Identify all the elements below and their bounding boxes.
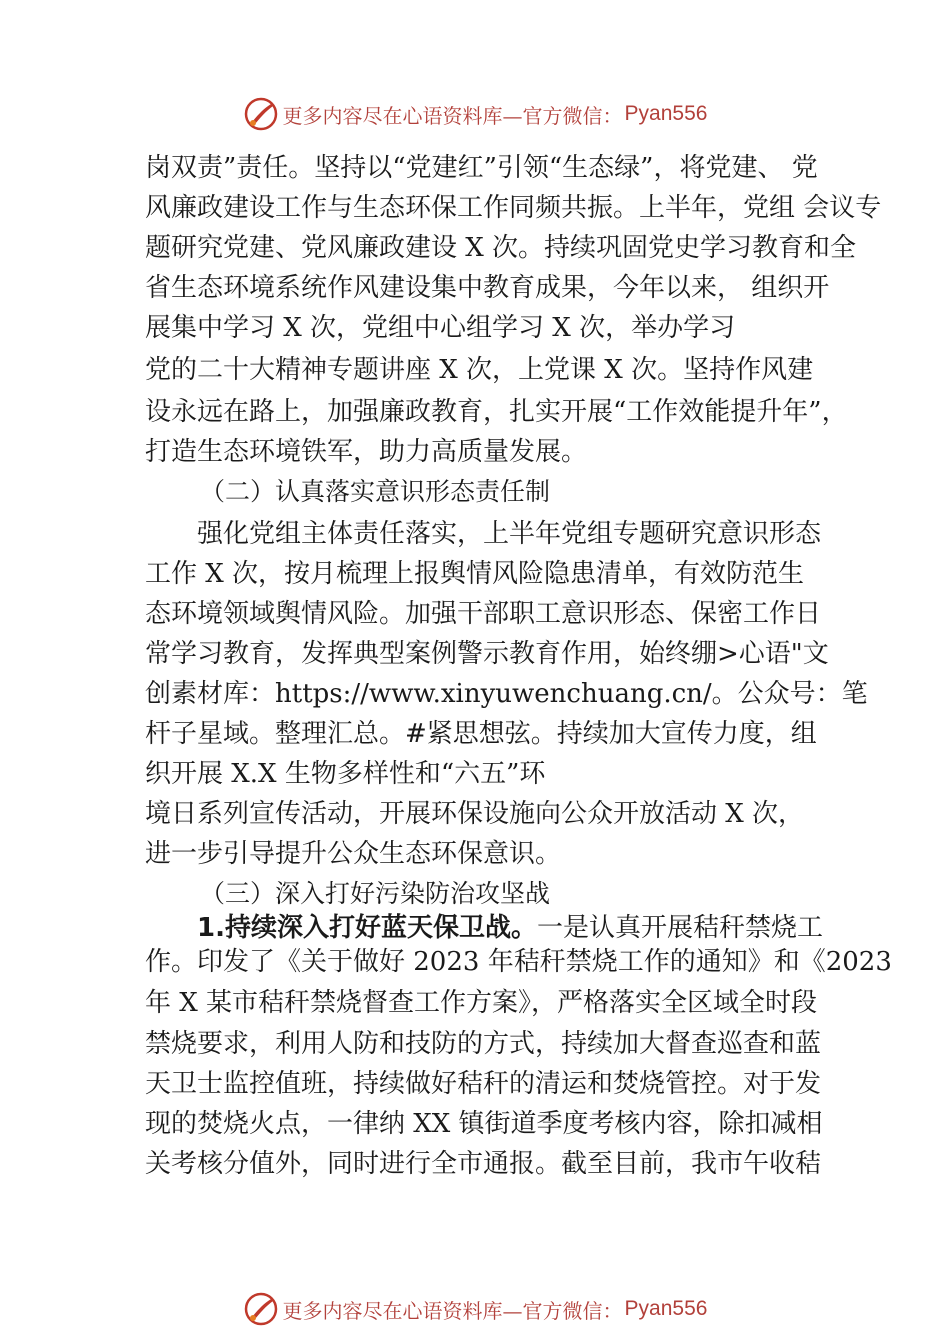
footer-watermark-banner [0,1289,950,1329]
wechat-id: Pyan556 [624,102,708,125]
body-line: 禁烧要求，利用人防和技防的方式，持续加大督查巡查和蓝 [145,1029,822,1059]
section-heading: （二）认真落实意识形态责任制 [200,477,551,506]
subsection-title: 1.持续深入打好蓝天保卫战。 [197,913,537,943]
body-text: 一是认真开展秸秆禁烧工 [536,913,823,943]
body-line: 织开展 X.X 生物多样性和“六五”环 [145,759,546,789]
body-line: 工作 X 次，按月梳理上报舆情风险隐患清单，有效防范生 [145,559,805,589]
body-line: 打造生态环境铁军，助力高质量发展。 [145,437,588,467]
body-line: 杆子星域。整理汇总。#紧思想弦。持续加大宣传力度，组 [145,719,817,749]
body-line: 境日系列宣传活动，开展环保设施向公众开放活动 X 次， [145,799,805,829]
body-line: 现的焚烧火点，一律纳 XX 镇街道季度考核内容，除扣减相 [145,1109,823,1139]
body-line: 展集中学习 X 次，党组中心组学习 X 次，举办学习 [145,313,736,343]
subsection-line [197,913,823,943]
body-line: 常学习教育，发挥典型案例警示教育作用，始终绷>心语"文 [145,639,829,669]
body-line: 强化党组主体责任落实，上半年党组专题研究意识形态 [197,519,822,549]
header-watermark-banner [0,94,950,134]
body-line: 题研究党建、党风廉政建设 X 次。持续巩固党史学习教育和全 [145,233,857,263]
body-line: 设永远在路上，加强廉政教育，扎实开展“工作效能提升年”， [145,397,848,427]
body-line: 党的二十大精神专题讲座 X 次，上党课 X 次。坚持作风建 [145,355,814,385]
body-line: 作。印发了《关于做好 2023 年秸秆禁烧工作的通知》和《2023 [145,947,892,977]
brush-logo-icon [243,1291,279,1327]
body-line: 天卫士监控值班，持续做好秸秆的清运和焚烧管控。对于发 [145,1069,822,1099]
body-line: 年 X 某市秸秆禁烧督查工作方案》，严格落实全区域全时段 [145,988,818,1018]
body-line: 进一步引导提升公众生态环保意识。 [145,839,562,869]
banner-text: 更多内容尽在心语资料库—官方微信： [282,103,623,128]
body-line: 关考核分值外，同时进行全市通报。截至目前，我市午收秸 [145,1149,822,1179]
body-line: 风廉政建设工作与生态环保工作同频共振。上半年，党组 会议专 [145,193,882,223]
brush-logo-icon [243,96,279,132]
body-line: 创素材库：https://www.xinyuwenchuang.cn/。公众号：笔 [145,679,868,709]
body-line: 岗双责”责任。坚持以“党建红”引领“生态绿”，将党建、 党 [145,153,818,183]
section-heading: （三）深入打好污染防治攻坚战 [200,879,551,908]
body-line: 省生态环境系统作风建设集中教育成果，今年以来， 组织开 [145,273,830,303]
banner-text: 更多内容尽在心语资料库—官方微信： [282,1298,623,1323]
body-line: 态环境领域舆情风险。加强干部职工意识形态、保密工作日 [145,599,822,629]
wechat-id: Pyan556 [624,1297,708,1320]
